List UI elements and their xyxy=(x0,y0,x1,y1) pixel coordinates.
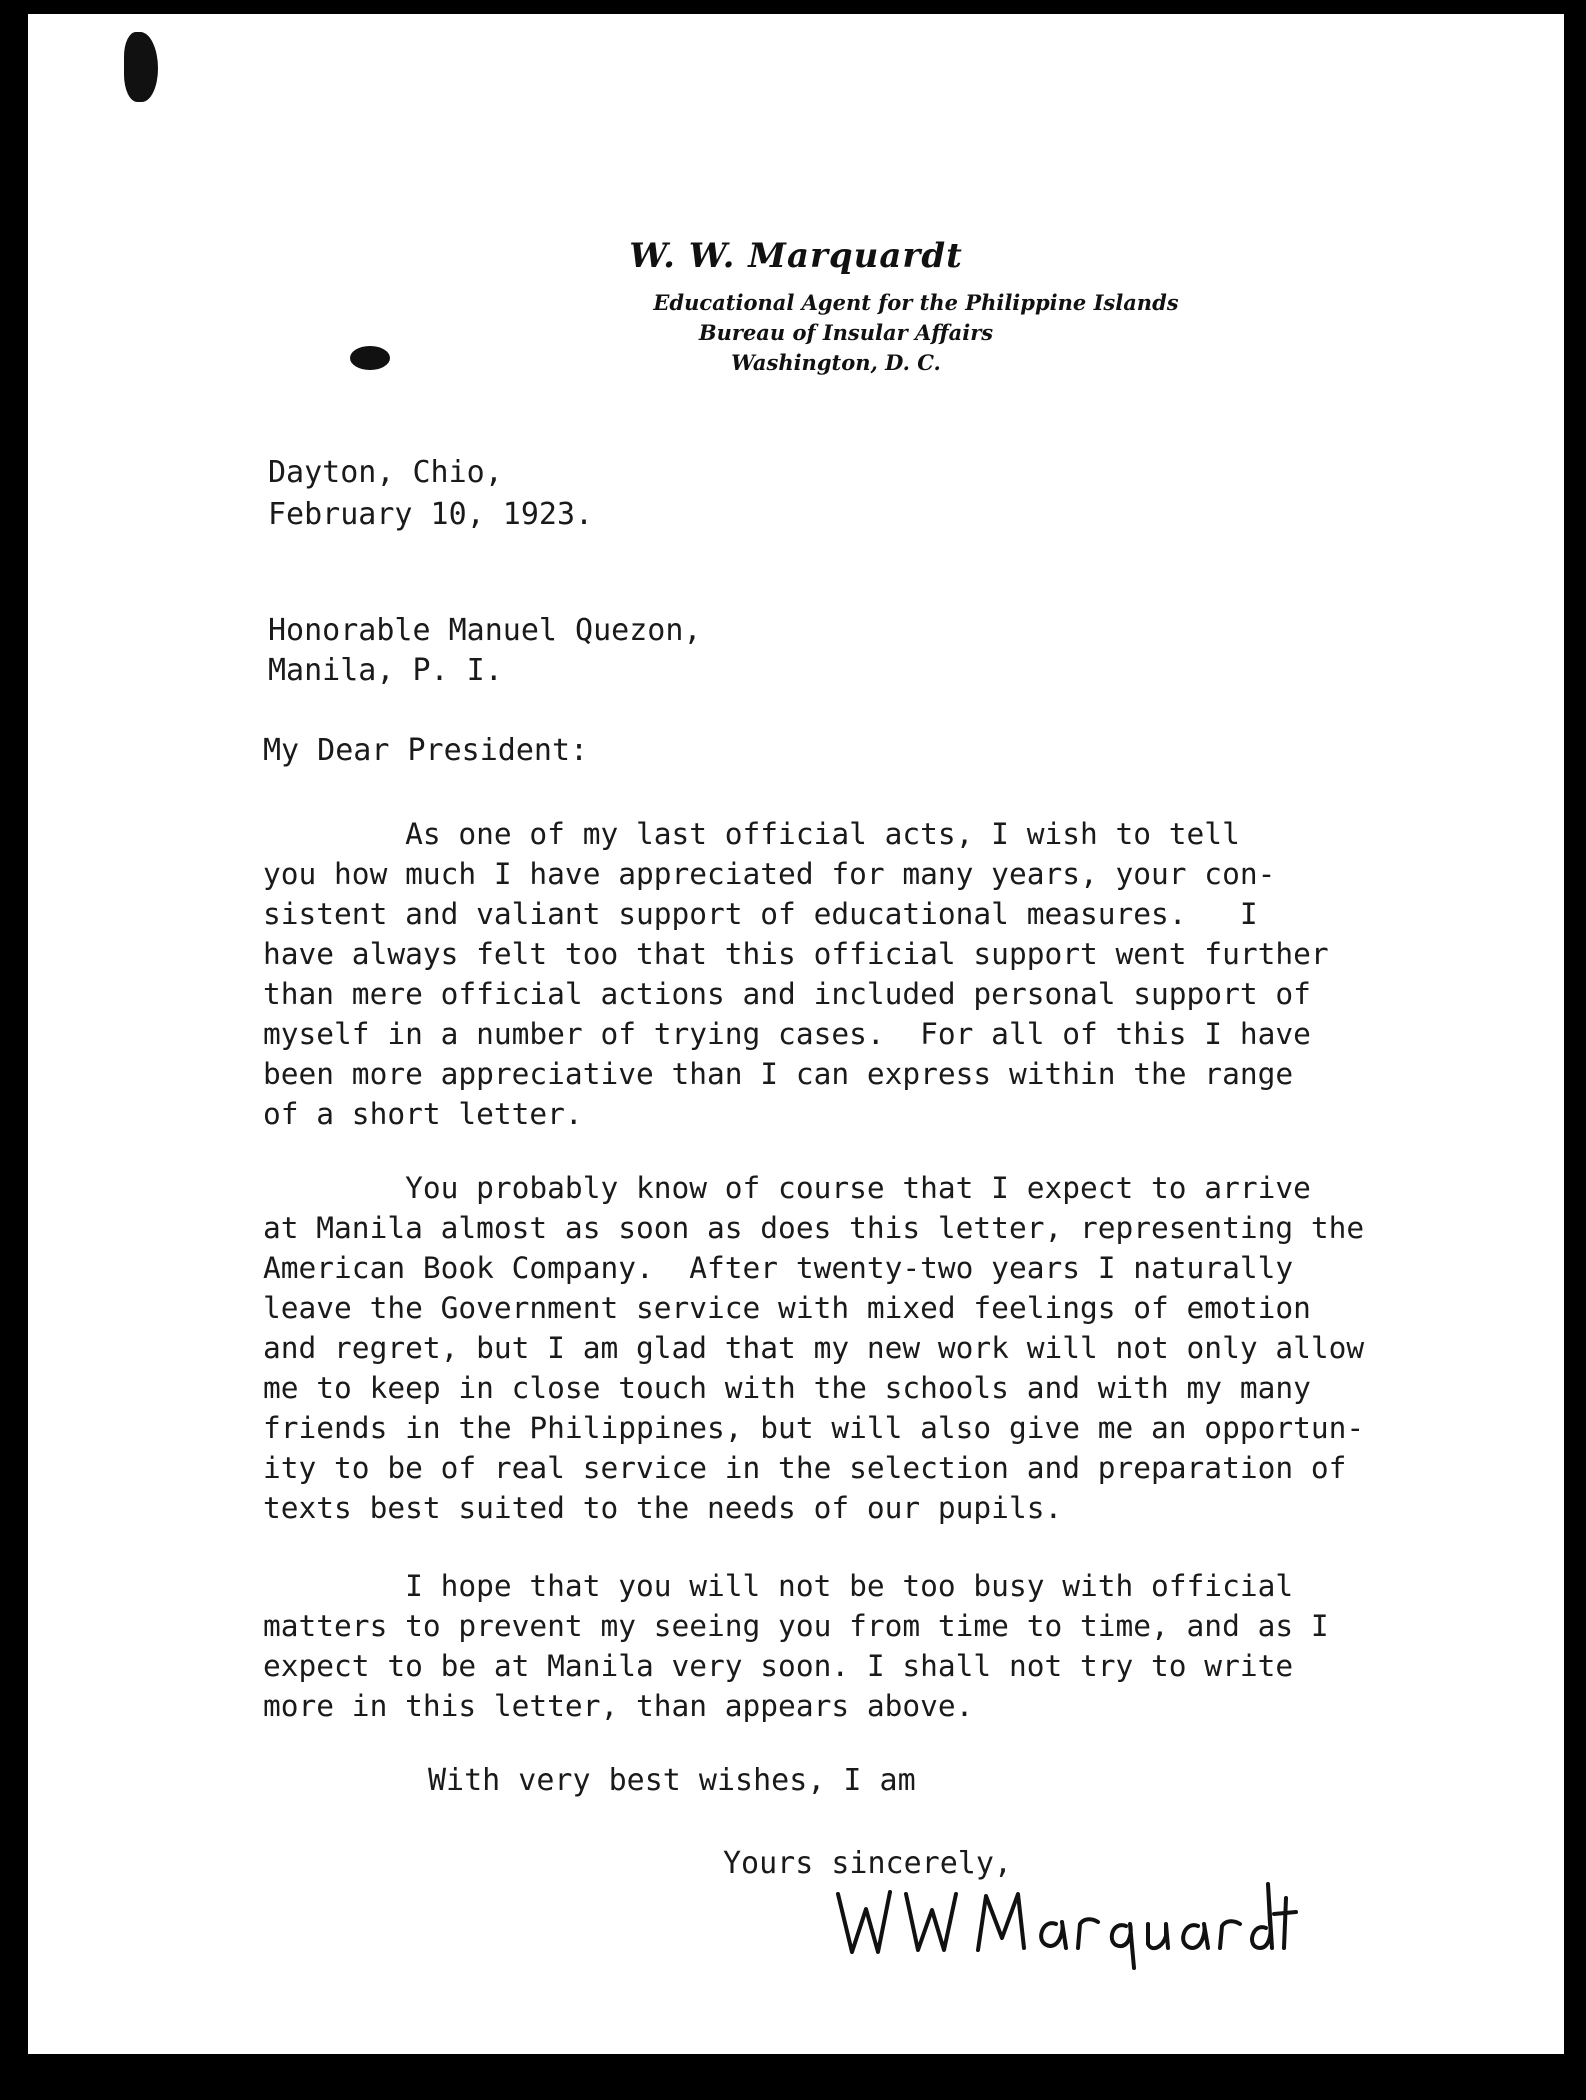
paragraph-line: sistent and valiant support of educational measures. I xyxy=(263,897,1258,931)
addressee-location: Manila, P. I. xyxy=(268,653,503,688)
letterhead-bureau: Bureau of Insular Affairs xyxy=(698,320,994,345)
paragraph-line: expect to be at Manila very soon. I shall not try to write xyxy=(263,1649,1294,1683)
letterhead-title: Educational Agent for the Philippine Islands xyxy=(653,290,1179,315)
paragraph-line: I hope that you will not be too busy with official xyxy=(263,1569,1294,1603)
paragraph-line: ity to be of real service in the selection and preparation of xyxy=(263,1451,1347,1485)
closing-wishes: With very best wishes, I am xyxy=(428,1763,916,1798)
paragraph-line: than mere official actions and included personal support of xyxy=(263,977,1311,1011)
letter-page xyxy=(28,14,1564,2054)
letterhead-name: W. W. Marquardt xyxy=(629,236,963,276)
date-line: February 10, 1923. xyxy=(268,497,594,532)
paragraph-line: matters to prevent my seeing you from time to time, and as I xyxy=(263,1609,1329,1643)
paragraph-line: more in this letter, than appears above. xyxy=(263,1689,974,1723)
letterhead-city: Washington, D. C. xyxy=(731,350,941,375)
paragraph-line: American Book Company. After twenty-two years I naturally xyxy=(263,1251,1294,1285)
paragraph-line: been more appreciative than I can express within the range xyxy=(263,1057,1294,1091)
body-paragraph-2 xyxy=(263,1168,1364,1528)
paragraph-line: me to keep in close touch with the schools and with my many xyxy=(263,1371,1311,1405)
paragraph-line: you how much I have appreciated for many years, your con- xyxy=(263,857,1276,891)
paragraph-line: and regret, but I am glad that my new work will not only allow xyxy=(263,1331,1365,1365)
handwritten-signature xyxy=(828,1864,1298,1974)
paragraph-line: leave the Government service with mixed feelings of emotion xyxy=(263,1291,1311,1325)
ink-blot xyxy=(124,32,158,102)
addressee-name: Honorable Manuel Quezon, xyxy=(268,613,702,648)
paragraph-line: at Manila almost as soon as does this letter, representing the xyxy=(263,1211,1365,1245)
paragraph-line: have always felt too that this official support went further xyxy=(263,937,1329,971)
paragraph-line: You probably know of course that I expect to arrive xyxy=(263,1171,1311,1205)
paragraph-line: As one of my last official acts, I wish to tell xyxy=(263,817,1240,851)
date-place: Dayton, Chio, xyxy=(268,455,503,490)
paragraph-line: of a short letter. xyxy=(263,1097,583,1131)
body-paragraph-1 xyxy=(263,814,1329,1134)
paragraph-line: texts best suited to the needs of our pupils. xyxy=(263,1491,1063,1525)
paragraph-line: friends in the Philippines, but will also give me an opportun- xyxy=(263,1411,1365,1445)
salutation: My Dear President: xyxy=(263,733,589,768)
valediction: Yours sincerely, xyxy=(723,1846,1012,1881)
body-paragraph-3 xyxy=(263,1566,1329,1726)
paragraph-line: myself in a number of trying cases. For all of this I have xyxy=(263,1017,1311,1051)
